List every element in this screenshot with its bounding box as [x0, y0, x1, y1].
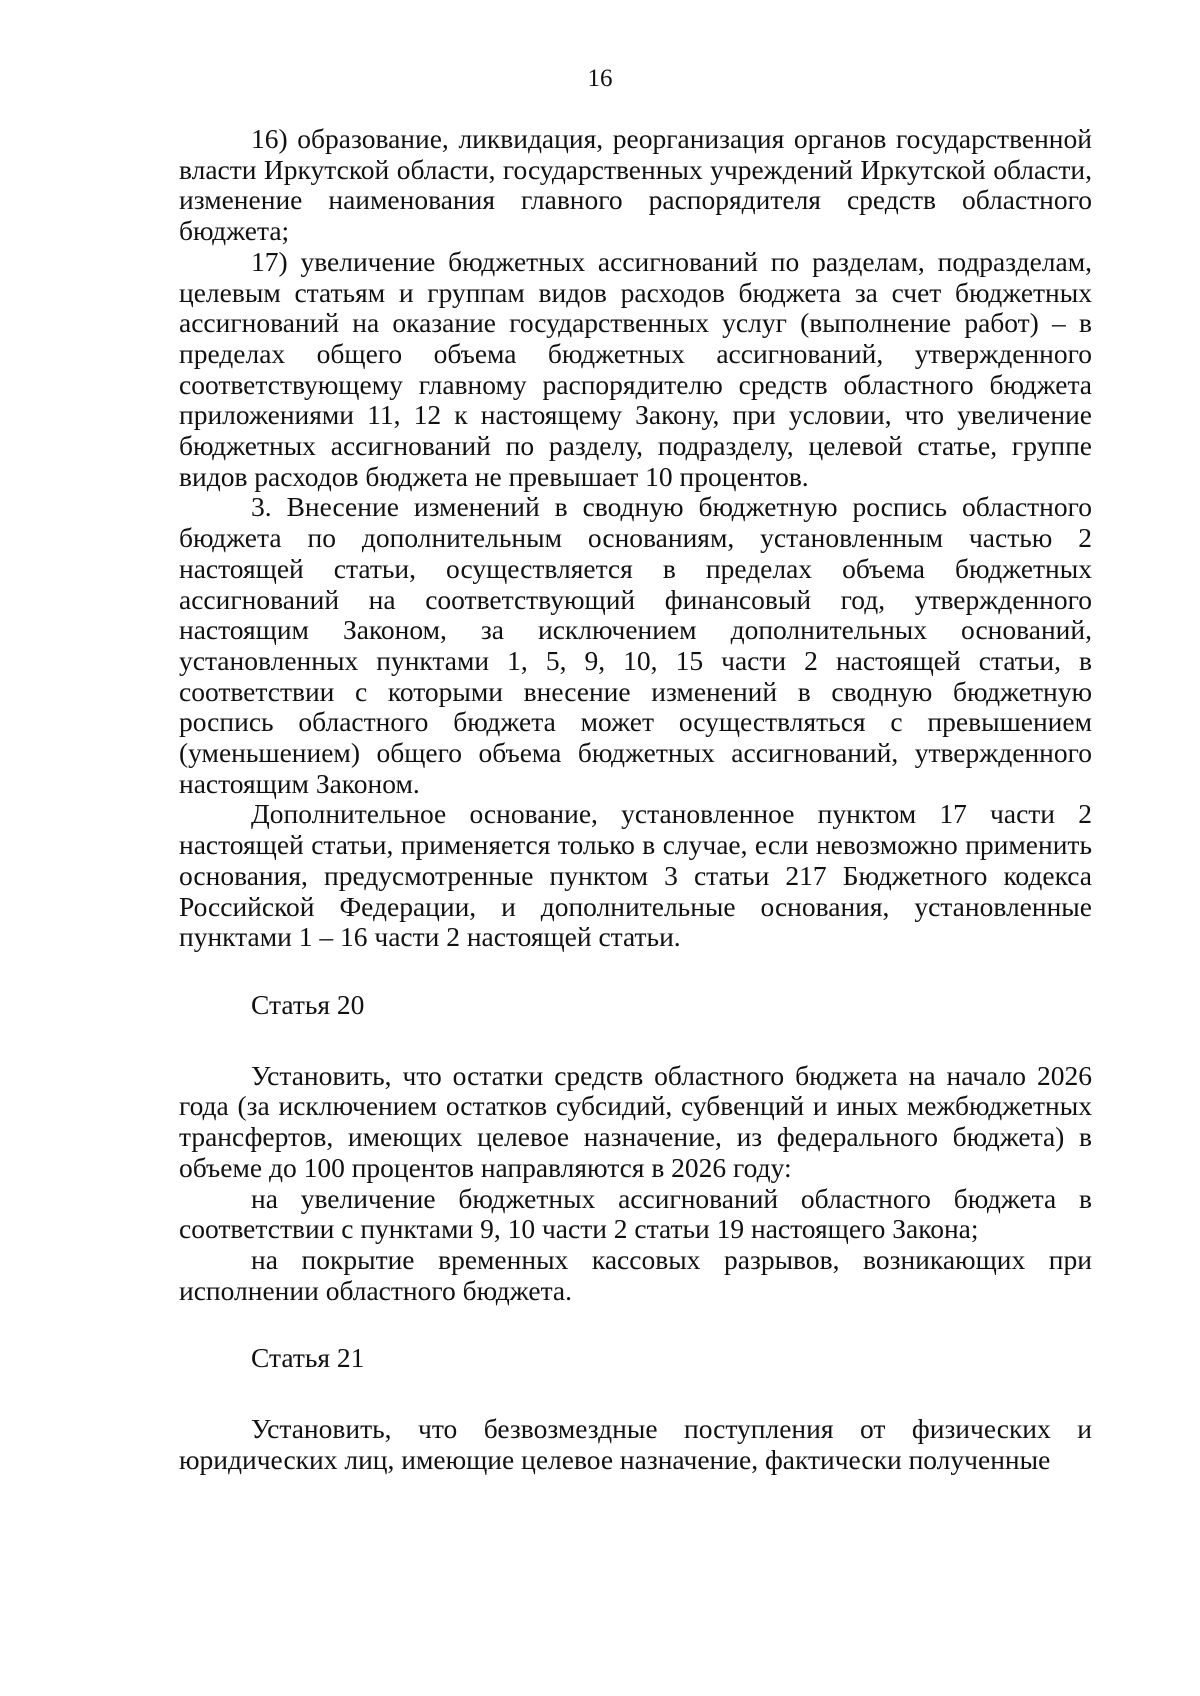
- paragraph-item-16: 16) образование, ликвидация, реорганизация органов государственной власти Иркутской области, государственных учреждений Иркутской области, изменение наименования главного распорядителя средств областного бюджета;: [179, 123, 1092, 247]
- article-21-heading: Статья 21: [251, 1342, 365, 1374]
- page-number: 16: [587, 65, 613, 92]
- article-20-heading: Статья 20: [251, 988, 365, 1020]
- paragraph-part-3: 3. Внесение изменений в сводную бюджетную роспись областного бюджета по дополнительным основаниям, установленным частью 2 настоящей статьи, осуществляется в пределах объема бюджетных ассигнований на соответствующий финансовый год, утвержденного настоящим Законом, за исключением дополнительных оснований, установленных пунктами 1, 5, 9, 10, 15 части 2 настоящей статьи, в соответствии с которыми внесение изменений в сводную бюджетную роспись областного бюджета может осуществляться с превышением (уменьшением) общего объема бюджетных ассигнований, утвержденного настоящим Законом.: [179, 491, 1092, 799]
- paragraph-additional-basis: Дополнительное основание, установленное пунктом 17 части 2 настоящей статьи, применяется только в случае, если невозможно применить основания, предусмотренные пунктом 3 статьи 217 Бюджетного кодекса Российской Федерации, и дополнительные основания, установленные пунктами 1 – 16 части 2 настоящей статьи.: [179, 798, 1092, 953]
- article-20-paragraph: на покрытие временных кассовых разрывов, возникающих при исполнении областного бюджета.: [179, 1243, 1092, 1306]
- article-21-paragraph: Установить, что безвозмездные поступления от физических и юридических лиц, имеющие целевое назначение, фактически полученные: [179, 1413, 1092, 1475]
- paragraph-item-17: 17) увеличение бюджетных ассигнований по разделам, подразделам, целевым статьям и группам видов расходов бюджета за счет бюджетных ассигнований на оказание государственных услуг (выполнение работ) – в пределах общего объема бюджетных ассигнований, утвержденного соответствующему главному распорядителю средств областного бюджета приложениями 11, 12 к настоящему Закону, при условии, что увеличение бюджетных ассигнований по разделу, подразделу, целевой статье, группе видов расходов бюджета не превышает 10 процентов.: [179, 245, 1092, 492]
- article-20-paragraph: на увеличение бюджетных ассигнований областного бюджета в соответствии с пунктами 9, 10 части 2 статьи 19 настоящего Закона;: [179, 1182, 1092, 1245]
- document-body: [179, 124, 1092, 1475]
- article-20-paragraph: Установить, что остатки средств областного бюджета на начало 2026 года (за исключением остатков субсидий, субвенций и иных межбюджетных трансфертов, имеющих целевое назначение, из федерального бюджета) в объеме до 100 процентов направляются в 2026 году:: [179, 1059, 1092, 1183]
